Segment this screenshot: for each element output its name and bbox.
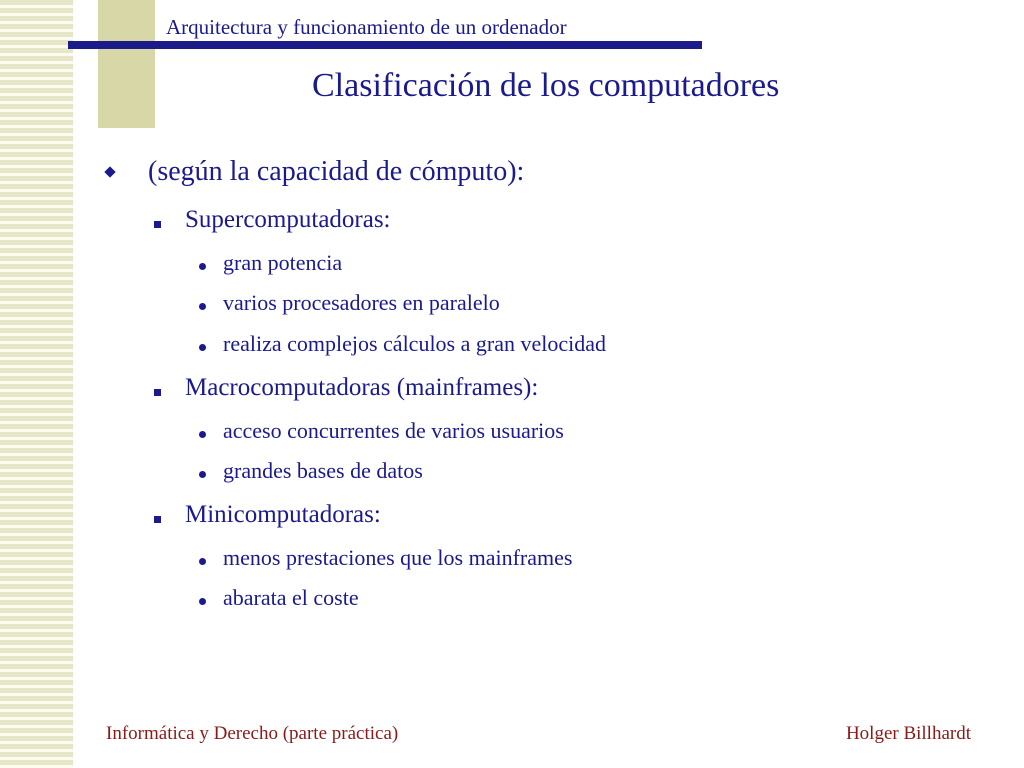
dot-bullet-icon [199, 558, 206, 565]
list-item: gran potencia [223, 250, 343, 275]
decorative-tan-block [98, 0, 155, 128]
dot-bullet-icon [199, 263, 206, 270]
course-title: Arquitectura y funcionamiento de un ordenador [166, 15, 567, 39]
section-heading: Minicomputadoras: [185, 501, 381, 528]
slide-title: Clasificación de los computadores [312, 67, 780, 104]
section-heading: Supercomputadoras: [185, 206, 391, 233]
list-item: grandes bases de datos [223, 458, 423, 483]
square-bullet-icon [154, 389, 161, 396]
footer-author: Holger Billhardt [845, 723, 971, 744]
dot-bullet-icon [199, 471, 206, 478]
list-item: menos prestaciones que los mainframes [223, 545, 573, 570]
square-bullet-icon [154, 516, 161, 523]
square-bullet-icon [154, 221, 161, 228]
dot-bullet-icon [199, 303, 206, 310]
dot-bullet-icon [199, 598, 206, 605]
decorative-stripes [0, 0, 73, 768]
dot-bullet-icon [199, 431, 206, 438]
list-item: realiza complejos cálculos a gran velocidad [223, 331, 606, 356]
section-heading: Macrocomputadoras (mainframes): [185, 374, 539, 401]
diamond-bullet-icon [104, 166, 115, 177]
intro-text: (según la capacidad de cómputo): [148, 156, 525, 187]
header-rule [68, 41, 702, 49]
dot-bullet-icon [199, 344, 206, 351]
list-item: varios procesadores en paralelo [223, 290, 500, 315]
list-item: abarata el coste [223, 585, 359, 610]
list-item: acceso concurrentes de varios usuarios [223, 418, 564, 443]
footer-course: Informática y Derecho (parte práctica) [106, 723, 399, 744]
